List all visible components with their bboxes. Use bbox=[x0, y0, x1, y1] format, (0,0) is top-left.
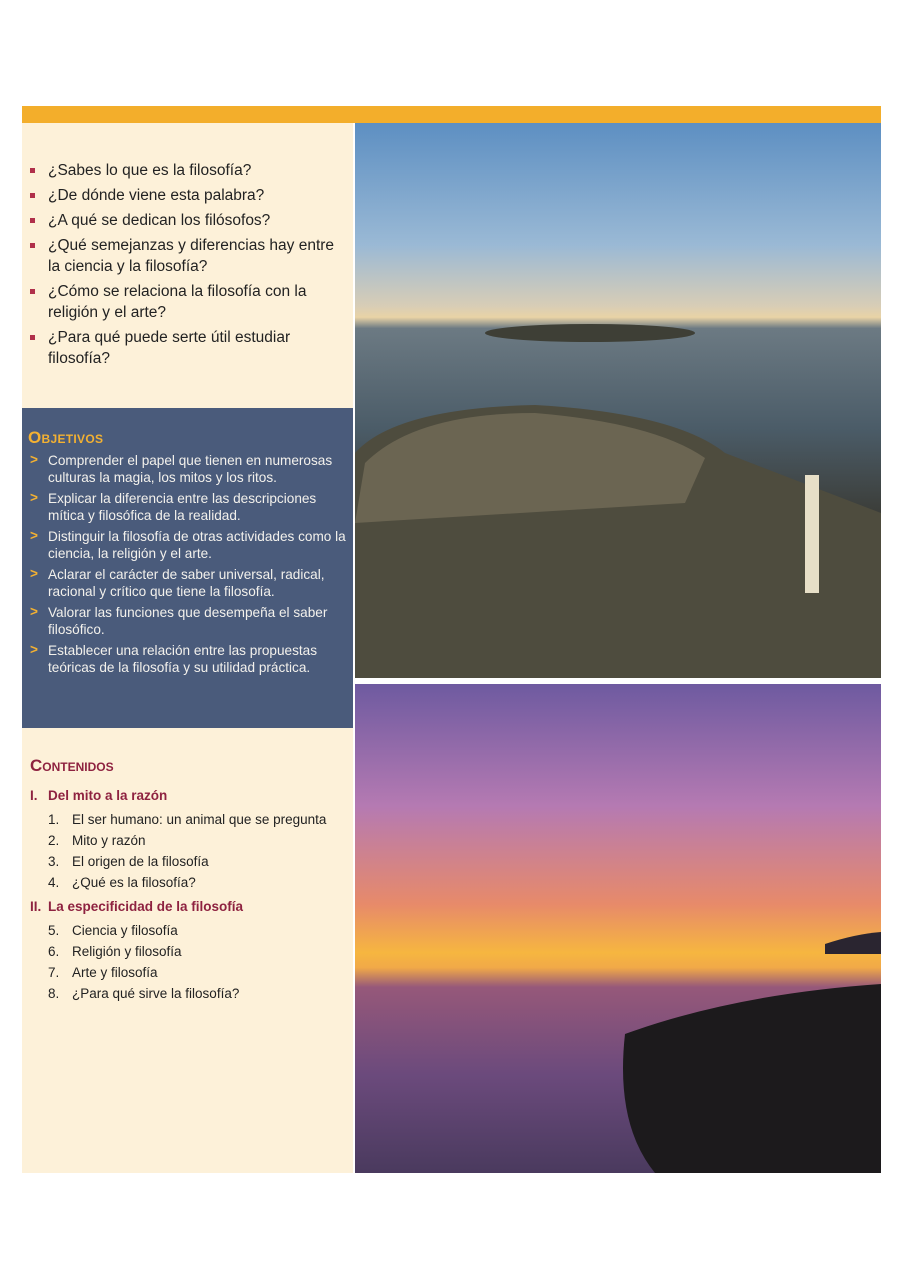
question-item: ¿Qué semejanzas y diferencias hay entre la ciencia y la filosofía? bbox=[27, 235, 347, 277]
photo-sunset-sea bbox=[355, 684, 881, 1173]
content-item: 1. El ser humano: un animal que se pregunta bbox=[48, 812, 327, 827]
objective-item: > Comprender el papel que tienen en numerosas culturas la magia, los mitos y los ritos. bbox=[30, 452, 333, 485]
content-item: 6. Religión y filosofía bbox=[48, 944, 182, 959]
contents-section bbox=[30, 756, 350, 1004]
photo-coast-ruins bbox=[355, 123, 881, 678]
questions-list bbox=[27, 160, 347, 373]
chevron-right-icon: > bbox=[30, 642, 38, 657]
chevron-right-icon: > bbox=[30, 452, 38, 467]
objective-item: > Aclarar el carácter de saber universal, radical, racional y crítico que tiene la filosofía. bbox=[30, 566, 325, 599]
section-heading: I. Del mito a la razón bbox=[30, 788, 168, 803]
question-item: ¿De dónde viene esta palabra? bbox=[27, 185, 347, 206]
section-heading: II. La especificidad de la filosofía bbox=[30, 899, 244, 914]
chevron-right-icon: > bbox=[30, 566, 38, 581]
content-item: 8. ¿Para qué sirve la filosofía? bbox=[48, 986, 240, 1001]
content-item: 2. Mito y razón bbox=[48, 833, 146, 848]
contents-title: Contenidos bbox=[30, 756, 114, 775]
objective-item: > Distinguir la filosofía de otras actividades como la ciencia, la religión y el arte. bbox=[30, 528, 346, 561]
question-item: ¿Sabes lo que es la filosofía? bbox=[27, 160, 347, 181]
content-item: 7. Arte y filosofía bbox=[48, 965, 158, 980]
question-item: ¿Para qué puede serte útil estudiar filosofía? bbox=[27, 327, 347, 369]
content-item: 5. Ciencia y filosofía bbox=[48, 923, 178, 938]
objectives-box bbox=[22, 408, 353, 728]
objective-item: > Explicar la diferencia entre las descripciones mítica y filosófica de la realidad. bbox=[30, 490, 317, 523]
objectives-title: Objetivos bbox=[28, 428, 104, 447]
objective-item: > Valorar las funciones que desempeña el saber filosófico. bbox=[30, 604, 328, 637]
chevron-right-icon: > bbox=[30, 604, 38, 619]
chevron-right-icon: > bbox=[30, 528, 38, 543]
photo-coast-ruins-shapes bbox=[355, 123, 881, 678]
objective-item: > Establecer una relación entre las propuestas teóricas de la filosofía y su utilidad práctica. bbox=[30, 642, 318, 675]
question-item: ¿A qué se dedican los filósofos? bbox=[27, 210, 347, 231]
content-item: 3. El origen de la filosofía bbox=[48, 854, 209, 869]
chevron-right-icon: > bbox=[30, 490, 38, 505]
content-item: 4. ¿Qué es la filosofía? bbox=[48, 875, 196, 890]
top-color-bar bbox=[22, 106, 881, 123]
question-item: ¿Cómo se relaciona la filosofía con la religión y el arte? bbox=[27, 281, 347, 323]
photo-sunset-shapes bbox=[355, 684, 881, 1173]
